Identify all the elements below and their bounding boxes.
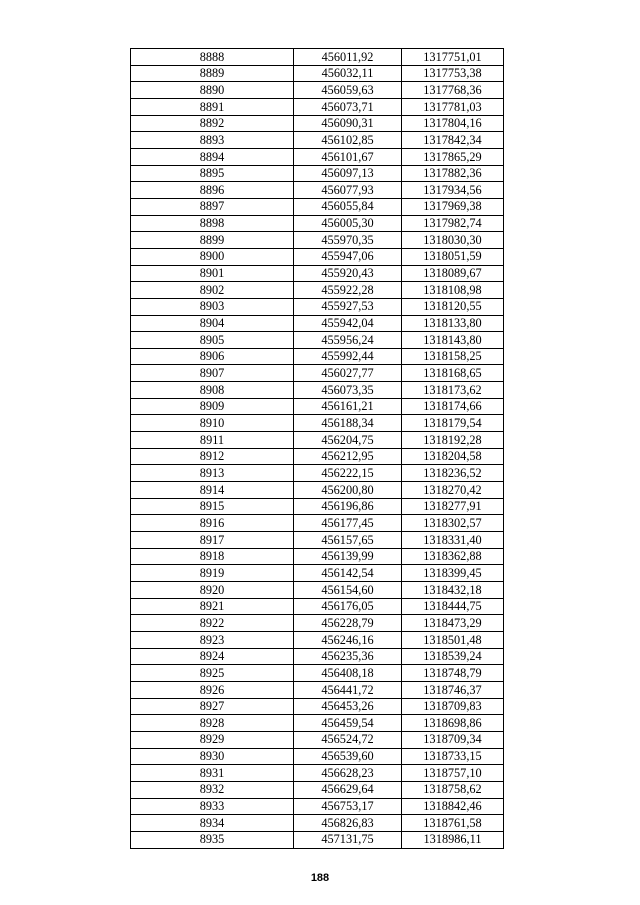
x-coordinate-cell: 456212,95 [294,448,402,465]
x-coordinate-cell: 457131,75 [294,831,402,848]
x-coordinate-cell: 456204,75 [294,432,402,449]
table-row [131,598,504,615]
table-row [131,648,504,665]
table-row [131,748,504,765]
coordinates-table-body [131,49,504,849]
x-coordinate-cell: 456102,85 [294,132,402,149]
point-number-cell: 8894 [131,148,294,165]
point-number-cell: 8890 [131,82,294,99]
y-coordinate-cell: 1318302,57 [402,515,504,532]
point-number-cell: 8931 [131,765,294,782]
y-coordinate-cell: 1318158,25 [402,348,504,365]
point-number-cell: 8934 [131,815,294,832]
table-row [131,132,504,149]
table-row [131,465,504,482]
point-number-cell: 8920 [131,582,294,599]
x-coordinate-cell: 456222,15 [294,465,402,482]
x-coordinate-cell: 456453,26 [294,698,402,715]
table-row [131,548,504,565]
x-coordinate-cell: 456524,72 [294,731,402,748]
table-row [131,282,504,299]
point-number-cell: 8923 [131,631,294,648]
table-row [131,65,504,82]
point-number-cell: 8899 [131,232,294,249]
table-row [131,615,504,632]
point-number-cell: 8912 [131,448,294,465]
y-coordinate-cell: 1318179,54 [402,415,504,432]
point-number-cell: 8935 [131,831,294,848]
y-coordinate-cell: 1318362,88 [402,548,504,565]
table-row [131,681,504,698]
table-row [131,115,504,132]
x-coordinate-cell: 456073,71 [294,98,402,115]
table-row [131,698,504,715]
x-coordinate-cell: 456196,86 [294,498,402,515]
y-coordinate-cell: 1318143,80 [402,332,504,349]
y-coordinate-cell: 1317781,03 [402,98,504,115]
point-number-cell: 8909 [131,398,294,415]
y-coordinate-cell: 1318030,30 [402,232,504,249]
x-coordinate-cell: 456629,64 [294,781,402,798]
y-coordinate-cell: 1318108,98 [402,282,504,299]
table-row [131,232,504,249]
table-row [131,298,504,315]
y-coordinate-cell: 1318733,15 [402,748,504,765]
y-coordinate-cell: 1318709,34 [402,731,504,748]
point-number-cell: 8928 [131,715,294,732]
point-number-cell: 8893 [131,132,294,149]
y-coordinate-cell: 1318277,91 [402,498,504,515]
coordinates-table [130,48,504,849]
y-coordinate-cell: 1318399,45 [402,565,504,582]
point-number-cell: 8895 [131,165,294,182]
x-coordinate-cell: 456011,92 [294,49,402,66]
x-coordinate-cell: 456161,21 [294,398,402,415]
point-number-cell: 8926 [131,681,294,698]
point-number-cell: 8930 [131,748,294,765]
y-coordinate-cell: 1318173,62 [402,382,504,399]
table-row [131,815,504,832]
point-number-cell: 8910 [131,415,294,432]
y-coordinate-cell: 1317753,38 [402,65,504,82]
y-coordinate-cell: 1318331,40 [402,532,504,549]
point-number-cell: 8897 [131,198,294,215]
x-coordinate-cell: 456459,54 [294,715,402,732]
point-number-cell: 8922 [131,615,294,632]
table-row [131,631,504,648]
y-coordinate-cell: 1318236,52 [402,465,504,482]
x-coordinate-cell: 456628,23 [294,765,402,782]
y-coordinate-cell: 1318761,58 [402,815,504,832]
page-number: 188 [310,872,330,884]
point-number-cell: 8925 [131,665,294,682]
x-coordinate-cell: 456826,83 [294,815,402,832]
y-coordinate-cell: 1317969,38 [402,198,504,215]
y-coordinate-cell: 1318473,29 [402,615,504,632]
table-row [131,248,504,265]
x-coordinate-cell: 456188,34 [294,415,402,432]
y-coordinate-cell: 1317842,34 [402,132,504,149]
x-coordinate-cell: 456753,17 [294,798,402,815]
x-coordinate-cell: 456139,99 [294,548,402,565]
table-row [131,565,504,582]
y-coordinate-cell: 1318089,67 [402,265,504,282]
point-number-cell: 8932 [131,781,294,798]
y-coordinate-cell: 1318204,58 [402,448,504,465]
point-number-cell: 8927 [131,698,294,715]
x-coordinate-cell: 456228,79 [294,615,402,632]
y-coordinate-cell: 1318709,83 [402,698,504,715]
point-number-cell: 8892 [131,115,294,132]
y-coordinate-cell: 1318501,48 [402,631,504,648]
y-coordinate-cell: 1317768,36 [402,82,504,99]
x-coordinate-cell: 456246,16 [294,631,402,648]
point-number-cell: 8905 [131,332,294,349]
x-coordinate-cell: 456073,35 [294,382,402,399]
x-coordinate-cell: 456059,63 [294,82,402,99]
table-row [131,348,504,365]
table-row [131,365,504,382]
point-number-cell: 8896 [131,182,294,199]
x-coordinate-cell: 456154,60 [294,582,402,599]
y-coordinate-cell: 1318432,18 [402,582,504,599]
table-row [131,831,504,848]
point-number-cell: 8901 [131,265,294,282]
x-coordinate-cell: 455970,35 [294,232,402,249]
point-number-cell: 8917 [131,532,294,549]
x-coordinate-cell: 456101,67 [294,148,402,165]
x-coordinate-cell: 455927,53 [294,298,402,315]
x-coordinate-cell: 456005,30 [294,215,402,232]
table-row [131,382,504,399]
table-row [131,582,504,599]
point-number-cell: 8898 [131,215,294,232]
y-coordinate-cell: 1317865,29 [402,148,504,165]
point-number-cell: 8913 [131,465,294,482]
y-coordinate-cell: 1317804,16 [402,115,504,132]
table-row [131,98,504,115]
y-coordinate-cell: 1318444,75 [402,598,504,615]
table-row [131,315,504,332]
x-coordinate-cell: 456097,13 [294,165,402,182]
point-number-cell: 8919 [131,565,294,582]
x-coordinate-cell: 456142,54 [294,565,402,582]
point-number-cell: 8900 [131,248,294,265]
table-row [131,398,504,415]
y-coordinate-cell: 1318698,86 [402,715,504,732]
table-row [131,332,504,349]
x-coordinate-cell: 456235,36 [294,648,402,665]
table-row [131,532,504,549]
y-coordinate-cell: 1318842,46 [402,798,504,815]
point-number-cell: 8916 [131,515,294,532]
table-row [131,781,504,798]
table-row [131,515,504,532]
point-number-cell: 8908 [131,382,294,399]
table-row [131,415,504,432]
x-coordinate-cell: 456539,60 [294,748,402,765]
y-coordinate-cell: 1318051,59 [402,248,504,265]
point-number-cell: 8933 [131,798,294,815]
x-coordinate-cell: 456090,31 [294,115,402,132]
y-coordinate-cell: 1317751,01 [402,49,504,66]
y-coordinate-cell: 1318192,28 [402,432,504,449]
point-number-cell: 8914 [131,482,294,499]
point-number-cell: 8902 [131,282,294,299]
x-coordinate-cell: 455992,44 [294,348,402,365]
table-row [131,82,504,99]
y-coordinate-cell: 1318133,80 [402,315,504,332]
point-number-cell: 8889 [131,65,294,82]
table-row [131,448,504,465]
y-coordinate-cell: 1318757,10 [402,765,504,782]
point-number-cell: 8921 [131,598,294,615]
table-row [131,498,504,515]
point-number-cell: 8904 [131,315,294,332]
x-coordinate-cell: 455920,43 [294,265,402,282]
table-row [131,665,504,682]
x-coordinate-cell: 456077,93 [294,182,402,199]
y-coordinate-cell: 1318270,42 [402,482,504,499]
table-row [131,148,504,165]
point-number-cell: 8888 [131,49,294,66]
table-row [131,198,504,215]
x-coordinate-cell: 456027,77 [294,365,402,382]
table-row [131,265,504,282]
point-number-cell: 8924 [131,648,294,665]
y-coordinate-cell: 1318174,66 [402,398,504,415]
table-row [131,215,504,232]
y-coordinate-cell: 1318539,24 [402,648,504,665]
table-row [131,49,504,66]
point-number-cell: 8907 [131,365,294,382]
point-number-cell: 8891 [131,98,294,115]
y-coordinate-cell: 1318168,65 [402,365,504,382]
table-row [131,715,504,732]
table-row [131,731,504,748]
y-coordinate-cell: 1317934,56 [402,182,504,199]
y-coordinate-cell: 1318120,55 [402,298,504,315]
table-row [131,432,504,449]
x-coordinate-cell: 455942,04 [294,315,402,332]
x-coordinate-cell: 456157,65 [294,532,402,549]
x-coordinate-cell: 455956,24 [294,332,402,349]
table-row [131,165,504,182]
y-coordinate-cell: 1318986,11 [402,831,504,848]
y-coordinate-cell: 1317982,74 [402,215,504,232]
point-number-cell: 8915 [131,498,294,515]
x-coordinate-cell: 456032,11 [294,65,402,82]
y-coordinate-cell: 1317882,36 [402,165,504,182]
x-coordinate-cell: 456200,80 [294,482,402,499]
table-row [131,182,504,199]
point-number-cell: 8929 [131,731,294,748]
y-coordinate-cell: 1318746,37 [402,681,504,698]
point-number-cell: 8906 [131,348,294,365]
point-number-cell: 8903 [131,298,294,315]
x-coordinate-cell: 456177,45 [294,515,402,532]
x-coordinate-cell: 455947,06 [294,248,402,265]
x-coordinate-cell: 456055,84 [294,198,402,215]
x-coordinate-cell: 456408,18 [294,665,402,682]
y-coordinate-cell: 1318748,79 [402,665,504,682]
table-row [131,798,504,815]
point-number-cell: 8918 [131,548,294,565]
x-coordinate-cell: 455922,28 [294,282,402,299]
y-coordinate-cell: 1318758,62 [402,781,504,798]
x-coordinate-cell: 456176,05 [294,598,402,615]
point-number-cell: 8911 [131,432,294,449]
x-coordinate-cell: 456441,72 [294,681,402,698]
table-row [131,482,504,499]
table-row [131,765,504,782]
